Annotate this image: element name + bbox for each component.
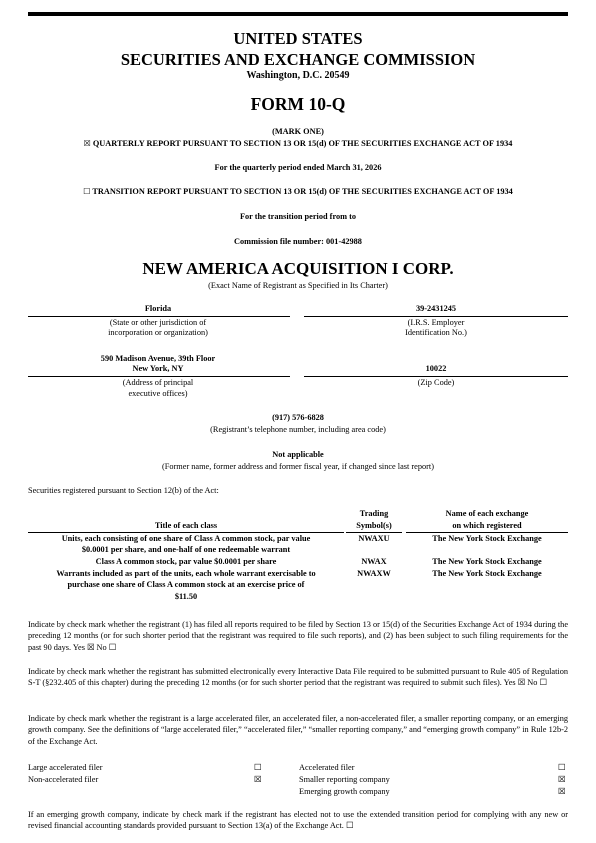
col-title-of-class: Title of each class <box>154 521 218 530</box>
ein-caption-1: (I.R.S. Employer <box>407 318 465 327</box>
address-caption-1: (Address of principal <box>122 378 194 387</box>
emerging-growth-company-checkbox[interactable]: ☒ <box>558 787 566 797</box>
table-row-3-title-3: $11.50 <box>174 592 198 601</box>
ein-caption-2: Identification No.) <box>405 328 467 337</box>
zip-caption: (Zip Code) <box>417 378 455 387</box>
col-symbol-underline <box>346 532 402 533</box>
transition-period: For the transition period from to <box>239 212 357 221</box>
table-row-1-exchange: The New York Stock Exchange <box>432 534 542 543</box>
transition-report-option <box>28 187 568 197</box>
col-title-underline <box>28 532 344 533</box>
filing-compliance-paragraph: Indicate by check mark whether the registrant (1) has filed all reports required to be filed by Section 13 or 15(d) of the Securities Exchange Act of 1934 during the preceding 12 months (or for such shorter period that the registrant was required to file such reports), and (2) has been subject to such filing requirements for the past 90 days. Yes ☒ No ☐ <box>28 620 568 652</box>
address-underline <box>28 376 290 377</box>
transition-checkbox: ☐ <box>83 187 91 196</box>
quarterly-report-text: QUARTERLY REPORT PURSUANT TO SECTION 13 OR 15(d) OF THE SECURITIES EXCHANGE ACT OF 1934 <box>92 139 513 148</box>
commission-file-number: Commission file number: 001-42988 <box>234 237 362 246</box>
address-caption-2: executive offices) <box>128 389 188 398</box>
address-line-1: 590 Madison Avenue, 39th Floor <box>100 354 216 363</box>
table-row-3-exchange: The New York Stock Exchange <box>432 569 542 578</box>
emerging-growth-transition-paragraph: If an emerging growth company, indicate by check mark if the registrant has elected not to use the extended transition period for complying with any new or revised financial accounting standards provided pursuant to Section 13(a) of the Exchange Act. ☐ <box>28 810 568 831</box>
mark-one: (MARK ONE) <box>272 127 324 136</box>
former-name-caption: (Former name, former address and former fiscal year, if changed since last report) <box>162 462 434 471</box>
accelerated-filer-checkbox[interactable]: ☐ <box>558 763 566 773</box>
emerging-growth-company-label: Emerging growth company <box>299 787 390 796</box>
table-row-3-title-1: Warrants included as part of the units, each whole warrant exercisable to <box>56 569 316 578</box>
state-underline <box>28 316 290 317</box>
state-of-incorporation: Florida <box>144 304 172 313</box>
quarterly-report-option <box>28 139 568 149</box>
agency-line-1: UNITED STATES <box>233 29 363 48</box>
col-exchange-underline <box>406 532 568 533</box>
smaller-reporting-company-label: Smaller reporting company <box>299 775 390 784</box>
registrant-name: NEW AMERICA ACQUISITION I CORP. <box>142 259 454 278</box>
former-name: Not applicable <box>272 450 324 459</box>
col-trading-1: Trading <box>359 509 389 518</box>
table-row-3-title-2: purchase one share of Class A common stock at an exercise price of <box>67 580 305 589</box>
form-title: FORM 10-Q <box>250 94 346 114</box>
col-trading-2: Symbol(s) <box>356 521 392 530</box>
agency-line-2: SECURITIES AND EXCHANGE COMMISSION <box>120 50 476 69</box>
telephone-number: (917) 576-6828 <box>272 413 324 422</box>
zip-code: 10022 <box>425 364 447 373</box>
top-rule <box>28 12 568 16</box>
col-exchange-1: Name of each exchange <box>445 509 529 518</box>
col-exchange-2: on which registered <box>452 521 522 530</box>
telephone-caption: (Registrant’s telephone number, including area code) <box>210 425 386 434</box>
securities-intro: Securities registered pursuant to Section 12(b) of the Act: <box>28 486 219 495</box>
large-accelerated-filer-checkbox[interactable]: ☐ <box>254 763 262 773</box>
accelerated-filer-label: Accelerated filer <box>299 763 355 772</box>
agency-location: Washington, D.C. 20549 <box>246 70 350 81</box>
registrant-name-caption: (Exact Name of Registrant as Specified in Its Charter) <box>208 281 388 290</box>
irs-employer-id: 39-2431245 <box>415 304 457 313</box>
table-row-2-title-1: Class A common stock, par value $0.0001 per share <box>95 557 277 566</box>
state-caption-2: incorporation or organization) <box>108 328 208 337</box>
table-row-1-symbol: NWAXU <box>358 534 390 543</box>
quarterly-checkbox: ☒ <box>83 139 91 148</box>
table-row-2-symbol: NWAX <box>361 557 387 566</box>
quarterly-period: For the quarterly period ended March 31, 2026 <box>214 163 382 172</box>
filer-status-paragraph: Indicate by check mark whether the registrant is a large accelerated filer, an accelerated filer, a non-accelerated filer, a smaller reporting company, or an emerging growth company. See the definitions of “large accelerated filer,” “accelerated filer,” “smaller reporting company,” and “emerging growth company” in Rule 12b-2 of the Exchange Act. <box>28 714 568 746</box>
zip-underline <box>304 376 568 377</box>
smaller-reporting-company-checkbox[interactable]: ☒ <box>558 775 566 785</box>
non-accelerated-filer-checkbox[interactable]: ☒ <box>254 775 262 785</box>
ein-underline <box>304 316 568 317</box>
interactive-data-paragraph: Indicate by check mark whether the registrant has submitted electronically every Interactive Data File required to be submitted pursuant to Rule 405 of Regulation S-T (§232.405 of this chapter) during the preceding 12 months (or for such shorter period that the registrant was required to submit such files). Yes ☒ No ☐ <box>28 667 568 688</box>
table-row-2-exchange: The New York Stock Exchange <box>432 557 542 566</box>
transition-report-text: TRANSITION REPORT PURSUANT TO SECTION 13 OR 15(d) OF THE SECURITIES EXCHANGE ACT OF 1934 <box>92 187 513 196</box>
large-accelerated-filer-label: Large accelerated filer <box>28 763 103 772</box>
table-row-3-symbol: NWAXW <box>357 569 391 578</box>
table-row-1-title-2: $0.0001 per share, and one-half of one redeemable warrant <box>81 545 291 554</box>
address-line-2: New York, NY <box>132 364 184 373</box>
state-caption-1: (State or other jurisdiction of <box>109 318 207 327</box>
non-accelerated-filer-label: Non-accelerated filer <box>28 775 99 784</box>
table-row-1-title-1: Units, each consisting of one share of Class A common stock, par value <box>61 534 311 543</box>
